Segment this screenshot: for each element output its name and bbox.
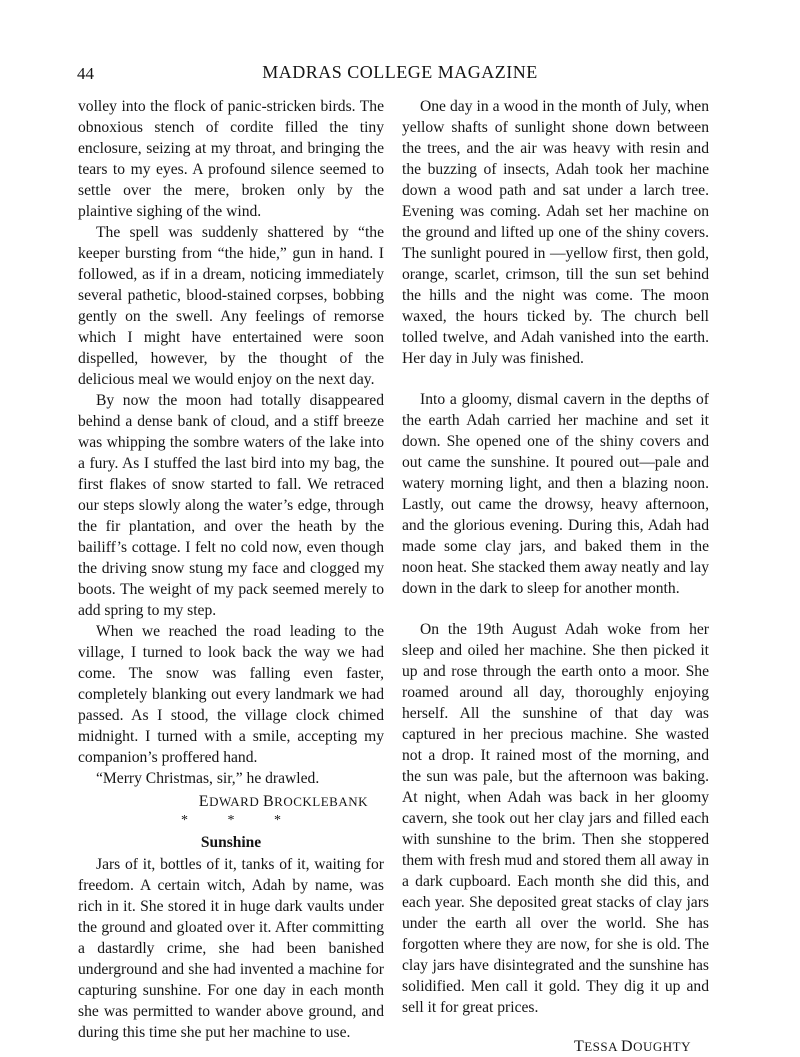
author-last-rest: ROCKLEBANK	[274, 794, 368, 809]
story-paragraph: Into a gloomy, dismal cavern in the depths of the earth Adah carried her machine and set it down. She opened one of the shiny covers and out came the sunshine. It poured out—pale and watery morning light, and then a blazing noon. Lastly, out came the drowsy, heavy afternoon, and the glorious evening. During this, Adah had made some clay jars, and baked them in the noon heat. She stacked them away neatly and lay down in the dark to sleep for another month.	[402, 391, 709, 597]
right-column	[402, 96, 709, 1057]
author-last-rest: OUGHTY	[633, 1039, 691, 1054]
story-paragraph: One day in a wood in the month of July, when yellow shafts of sunlight shone down between the trees, and the air was heavy with resin and the buzzing of insects, Adah took her machine down a wood path and sat under a larch tree. Evening was coming. Adah set her machine on the ground and lifted up one of the shiny covers. The sunlight poured in —yellow first, then gold, orange, scarlet, crimson, till the sun set behind the hills and the night was come. The moon waxed, the hours ticked by. The church bell tolled twelve, and Adah vanished into the earth. Her day in July was finished.	[402, 98, 709, 367]
running-head: MADRAS COLLEGE MAGAZINE	[262, 62, 538, 82]
author-first-initial: E	[198, 793, 210, 810]
author-signature	[78, 791, 384, 812]
story-paragraph: When we reached the road leading to the village, I turned to look back the way we had come. The snow was falling even faster, completely blanking out every landmark we had passed. As I stood, the village clock chimed midnight. I turned with a smile, accepting my companion’s proffered hand.	[78, 623, 384, 766]
story-paragraph: “Merry Christmas, sir,” he drawled.	[96, 770, 320, 787]
author-first-rest: DWARD	[209, 794, 260, 809]
section-divider: * * *	[181, 813, 299, 828]
story-paragraph: On the 19th August Adah woke from her sleep and oiled her machine. She then picked it up and rose through the earth onto a moor. She roamed around all day, thoroughly enjoying herself. All the sunshine of that day was captured in her precious machine. She wasted not a drop. It rained most of the morning, and the sun was pale, but the afternoon was baking. At night, when Adah was back in her gloomy cavern, she took out her clay jars and filled each with sunshine to the brim. Then she stoppered them with fresh mud and stored them all away in a dark cupboard. Each month she did this, and each year. She deposited great stacks of clay jars under the earth all over the world. She has forgotten where they are now, for she is old. The clay jars have disintegrated and the sunshine has solidified. Men call it gold. They dig it up and sell it for great prices.	[402, 621, 709, 1016]
author-first-rest: ESSA	[584, 1039, 618, 1054]
left-column	[78, 96, 384, 1043]
story-paragraph: By now the moon had totally disappeared behind a dense bank of cloud, and a stiff breeze was whipping the sombre waters of the lake into a fury. As I stuffed the last bird into my bag, the first flakes of snow started to fall. We retraced our steps slowly along the water’s edge, through the fir plantation, and over the heath by the bailiff’s cottage. I felt no cold now, even though the driving snow stung my face and clogged my boots. The weight of my pack seemed merely to add spring to my step.	[78, 392, 384, 619]
author-last-initial: D	[621, 1038, 634, 1055]
author-last-initial: B	[262, 793, 275, 810]
page-number: 44	[77, 64, 94, 83]
author-signature	[402, 1036, 709, 1057]
author-first-initial: T	[573, 1038, 585, 1055]
story-paragraph: Jars of it, bottles of it, tanks of it, waiting for freedom. A certain witch, Adah by name, was rich in it. She stored it in huge dark vaults under the ground and gloated over it. After committing a dastardly crime, she had been banished underground and she had invented a machine for capturing sunshine. For one day in each month she was permitted to wander above ground, and during this time she put her machine to use.	[78, 856, 384, 1041]
story-paragraph: The spell was suddenly shattered by “the keeper bursting from “the hide,” gun in hand. I followed, as if in a dream, noticing immediately several pathetic, blood-stained corpses, bobbing gently on the swell. Any feelings of remorse which I might have entertained were soon dispelled, however, by the thought of the delicious meal we would enjoy on the next day.	[78, 224, 384, 388]
story-paragraph: volley into the flock of panic-stricken birds. The obnoxious stench of cordite filled the tiny enclosure, seizing at my throat, and bringing the tears to my eyes. A profound silence seemed to settle over the mere, broken only by the plaintive sighing of the wind.	[78, 98, 384, 220]
section-title: Sunshine	[200, 834, 262, 851]
